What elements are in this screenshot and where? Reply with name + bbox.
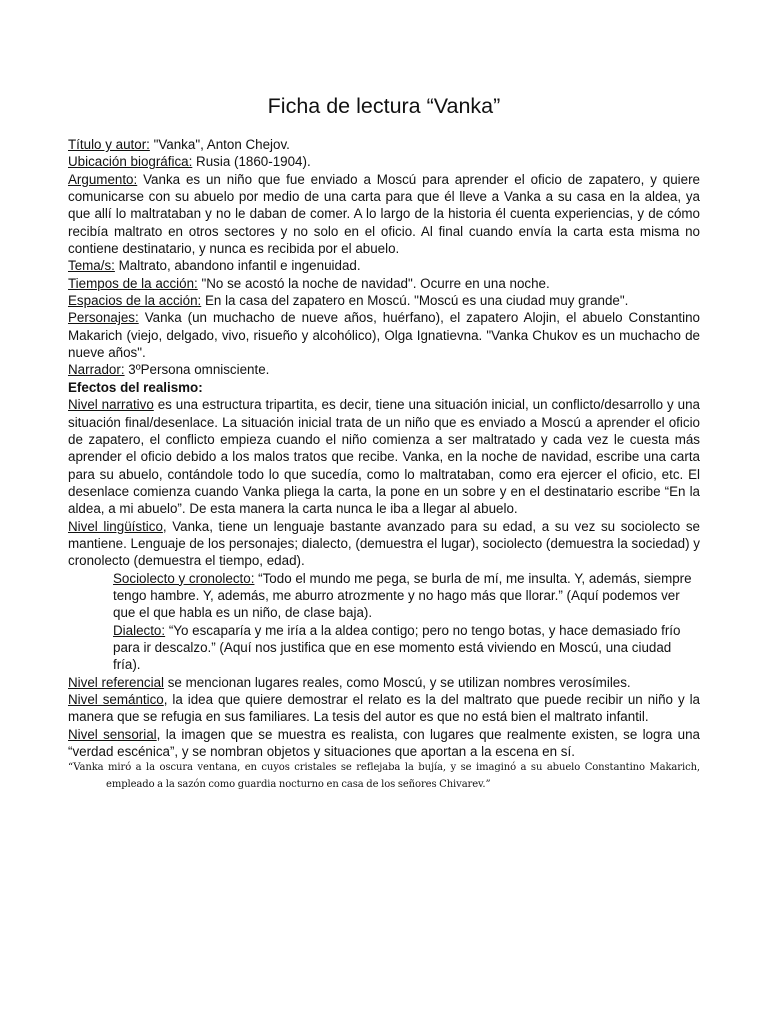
field-label: Título y autor:: [68, 137, 150, 152]
sub-item-label: Sociolecto y cronolecto:: [113, 570, 255, 586]
field-action-spaces: [68, 292, 700, 309]
field-value: "Vanka", Anton Chejov.: [149, 137, 290, 152]
field-title-author: [68, 136, 700, 153]
field-value: Rusia (1860-1904).: [192, 154, 311, 170]
field-value: Vanka (un muchacho de nueve años, huérfano), el zapatero Alojin, el abuelo Constantino Makarich (viejo, delgado, vivo, risueño y alcohólico), Olga Ignatievna. "Vanka Chukov es un muchacho de nueve años".: [68, 310, 700, 361]
field-characters: [68, 309, 700, 361]
level-label: Nivel sensorial: [68, 726, 157, 742]
sub-item-text: “Todo el mundo me pega, se burla de mí, me insulta. Y, además, siempre tengo hambre. Y, además, me aburro atrozmente y no hago más que llorar.” (Aquí podemos ver que el que habla es un niño, de clase baja).: [113, 570, 692, 621]
level-semantic: [68, 691, 700, 726]
level-narrative: [68, 396, 700, 517]
field-label: Tiempos de la acción:: [68, 275, 198, 291]
field-value: Vanka es un niño que fue enviado a Moscú para aprender el oficio de zapatero, y quiere comunicarse con su abuelo por medio de una carta para que él lleve a Vanka a su casa en la aldea, ya que allí lo maltrataban y no le daban de comer. A lo largo de la historia él cuenta experiencias, y de cómo recibía maltrato en otros sectores y no solo en el oficio. Al final cuando envía la carta esta misma no contiene destinatario, y nunca es recibida por el abuelo.: [68, 171, 700, 257]
field-label: Personajes:: [68, 310, 139, 326]
level-text: , la idea que quiere demostrar el relato es la del maltrato que puede recibir un niño y la manera que se refugia en sus familiares. La tesis del autor es que no está bien el maltrato infantil.: [68, 692, 700, 725]
field-value: "No se acostó la noche de navidad". Ocurre en una noche.: [197, 275, 550, 291]
field-value: En la casa del zapatero en Moscú. "Moscú es una ciudad muy grande".: [201, 293, 629, 309]
field-label: Ubicación biográfica:: [68, 154, 193, 170]
realism-heading: Efectos del realismo:: [68, 379, 203, 395]
field-label: Narrador:: [68, 362, 125, 378]
field-label: Tema/s:: [68, 258, 115, 274]
field-value: 3ºPersona omnisciente.: [124, 362, 270, 378]
level-text: es una estructura tripartita, es decir, tiene una situación inicial, un conflicto/desarrollo y una situación final/desenlace. La situación inicial trata de un niño que es enviado a Moscú a aprender el oficio de zapatero, el conflicto empieza cuando el niño comienza a ser maltratado y cada vez le cuesta más aprender el oficio debido a los malos tratos que recibe. Vanka, en la noche de navidad, escribe una carta para su abuelo, contándole todo lo que sucedía, como lo maltrataban, como era ejercer el oficio, etc. El desenlace comienza cuando Vanka pliega la carta, la pone en un sobre y en el destinatario escribe “En la aldea, a mi abuelo”. De esta manera la carta nunca le iba a llegar al abuelo.: [68, 397, 700, 517]
level-referential: [68, 674, 700, 691]
field-label: Argumento:: [68, 171, 138, 187]
level-label: Nivel referencial: [68, 674, 165, 690]
sub-item-sociolect: [68, 570, 700, 622]
level-text: , la imagen que se muestra es realista, con lugares que realmente existen, se logra una “verdad escénica”, y se nombran objetos y situaciones que aportan a la escena en sí.: [68, 726, 701, 760]
level-sensory: [68, 726, 700, 761]
field-themes: [68, 257, 700, 274]
level-text: se mencionan lugares reales, como Moscú, y se utilizan nombres verosímiles.: [164, 674, 631, 690]
field-biographic-location: [68, 153, 700, 170]
level-label: Nivel semántico: [68, 692, 164, 707]
field-value: Maltrato, abandono infantil e ingenuidad.: [114, 258, 361, 274]
document-title: Ficha de lectura “Vanka”: [267, 94, 501, 118]
level-linguistic: [68, 518, 700, 570]
sub-item-dialect: [68, 622, 700, 674]
field-narrator: [68, 361, 700, 378]
field-action-times: [68, 275, 700, 292]
field-label: Espacios de la acción:: [68, 293, 202, 309]
sub-item-label: Dialecto:: [113, 622, 166, 638]
field-argument: [68, 171, 700, 258]
document-body: [68, 136, 700, 793]
closing-quote: “Vanka miró a la oscura ventana, en cuyos cristales se reflejaba la bujía, y se imaginó a su abuelo Constantino Makarich, empleado a la sazón como guardia nocturno en casa de los señores Chivarev.”: [68, 762, 700, 790]
level-text: , Vanka, tiene un lenguaje bastante avanzado para su edad, a su vez su sociolecto se mantiene. Lenguaje de los personajes; dialecto, (demuestra el lugar), sociolecto (demuestra la sociedad) y cronolecto (demuestra el tiempo, edad).: [68, 518, 700, 569]
level-label: Nivel narrativo: [68, 397, 154, 413]
sub-item-text: “Yo escaparía y me iría a la aldea contigo; pero no tengo botas, y hace demasiado frío para ir descalzo.” (Aquí nos justifica que en ese momento está viviendo en Moscú, una ciudad fría).: [113, 622, 681, 673]
level-label: Nivel lingüístico: [68, 518, 163, 534]
